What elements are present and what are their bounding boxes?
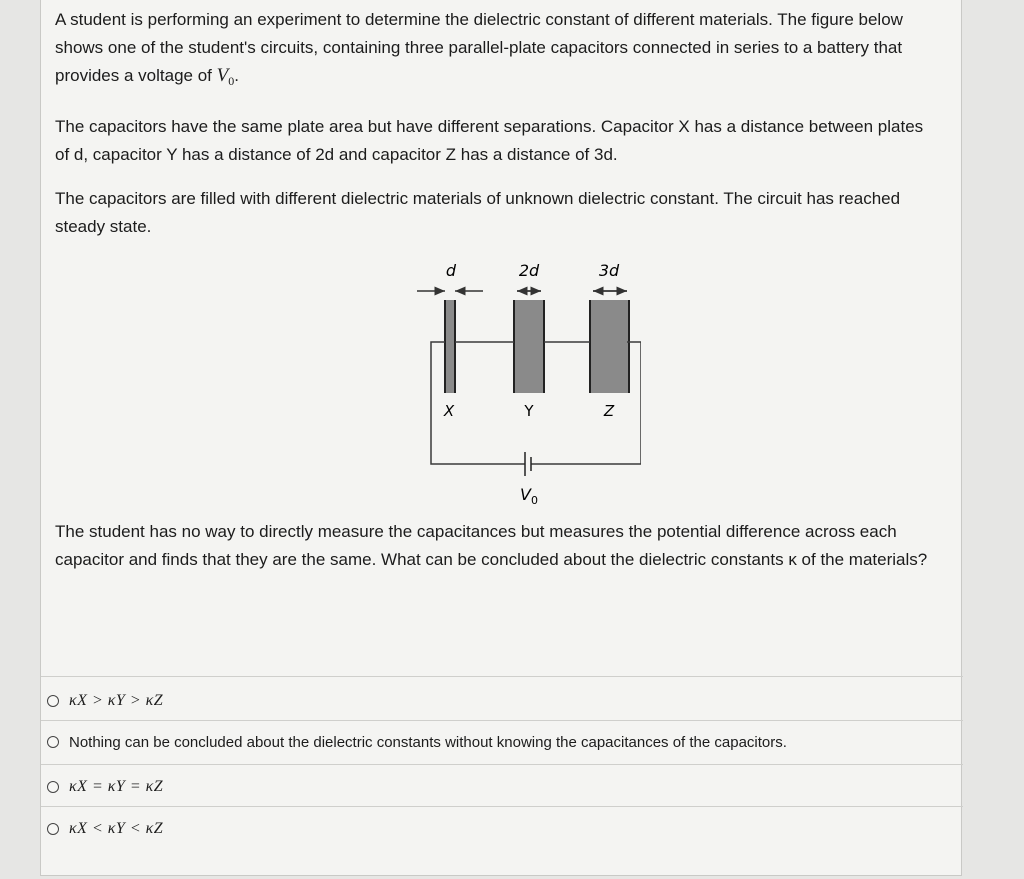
option-divider bbox=[41, 764, 963, 765]
capacitor-y bbox=[514, 300, 544, 393]
capacitor-z bbox=[590, 300, 629, 393]
circuit-diagram bbox=[371, 248, 641, 513]
question-card bbox=[40, 0, 962, 876]
answer-option-3[interactable] bbox=[47, 774, 163, 800]
separation-label-z: 3d bbox=[598, 261, 620, 280]
answer-option-label: κX > κY > κZ bbox=[69, 692, 164, 709]
answer-option-label: κX < κY < κZ bbox=[69, 820, 164, 837]
separation-label-x: d bbox=[445, 261, 457, 280]
battery-symbol bbox=[525, 452, 531, 476]
capacitor-label-z: Z bbox=[603, 402, 615, 420]
capacitor-label-x: X bbox=[443, 402, 455, 420]
answer-option-4[interactable] bbox=[47, 816, 163, 842]
battery-voltage-label: $V_0$ bbox=[520, 485, 538, 507]
option-divider bbox=[41, 676, 963, 677]
question-intro-text: A student is performing an experiment to determine the dielectric constant of different materials. The figure below shows one of the student's circuits, containing three parallel-plate capacitors connected in series to a battery that provides a voltage of bbox=[55, 10, 903, 85]
radio-button-icon[interactable] bbox=[47, 736, 59, 748]
answer-option-1[interactable] bbox=[47, 688, 163, 714]
capacitor-x bbox=[445, 300, 455, 393]
radio-button-icon[interactable] bbox=[47, 695, 59, 707]
answer-option-2[interactable] bbox=[47, 729, 787, 755]
question-prompt: The student has no way to directly measure the capacitances but measures the potential difference across each capacitor and finds that they are the same. What can be concluded about the dielectric constants κ of the materials? bbox=[55, 522, 928, 569]
voltage-symbol: $V_0$ bbox=[216, 65, 235, 88]
radio-button-icon[interactable] bbox=[47, 823, 59, 835]
question-intro: A student is performing an experiment to determine the dielectric constant of different materials. The figure below shows one of the student's circuits, containing three parallel-plate capacitors connected in series to a battery that provides a voltage of $V_0$. bbox=[55, 10, 903, 88]
question-dielectric-description: The capacitors are filled with different dielectric materials of unknown dielectric constant. The circuit has reached steady state. bbox=[55, 189, 901, 236]
option-divider bbox=[41, 720, 963, 721]
radio-button-icon[interactable] bbox=[47, 781, 59, 793]
answer-option-label: Nothing can be concluded about the dielectric constants without knowing the capacitances of the capacitors. bbox=[69, 733, 787, 751]
answer-option-label: κX = κY = κZ bbox=[69, 778, 164, 795]
separation-label-y: 2d bbox=[518, 261, 540, 280]
question-capacitor-description: The capacitors have the same plate area but have different separations. Capacitor X has a distance between plates of d, capacitor Y has a distance of 2d and capacitor Z has a distance of 3d. bbox=[55, 117, 924, 164]
option-divider bbox=[41, 806, 963, 807]
capacitor-label-y: Y bbox=[524, 402, 534, 420]
